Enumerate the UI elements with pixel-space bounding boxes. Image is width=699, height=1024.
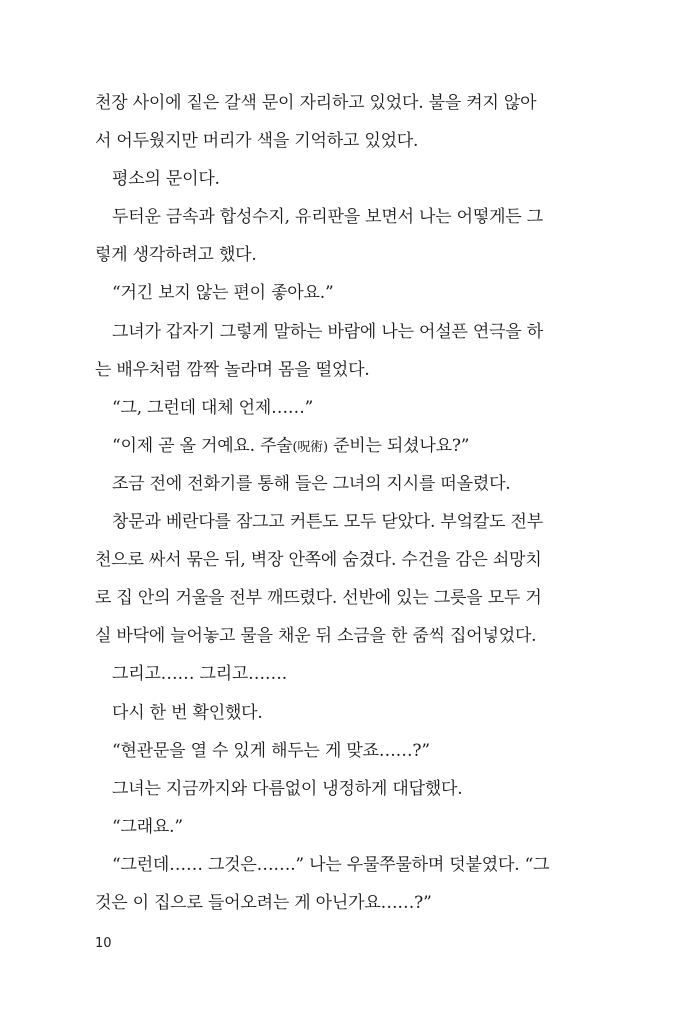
- text-line: 다시 한 번 확인했다.: [112, 702, 263, 723]
- text-line: “그, 그런데 대체 언제……”: [112, 397, 314, 418]
- text-line: 평소의 문이다.: [112, 169, 220, 190]
- text-line: “그런데…… 그것은…….” 나는 우물쭈물하며 덧붙였다. “그: [112, 854, 550, 875]
- text-line: “현관문을 열 수 있게 해두는 게 맞죠……?”: [112, 740, 430, 761]
- text-line: 것은 이 집으로 들어오려는 게 아닌가요……?”: [95, 892, 432, 913]
- text-line: 서 어두웠지만 머리가 색을 기억하고 있었다.: [95, 131, 419, 152]
- text-line: 천장 사이에 짙은 갈색 문이 자리하고 있었다. 불을 켜지 않아: [95, 93, 537, 113]
- text-line: 그녀가 갑자기 그렇게 말하는 바람에 나는 어설픈 연극을 하: [112, 321, 543, 342]
- text-line: “그래요.”: [112, 816, 183, 837]
- hanja-annotation: (呪術): [292, 439, 328, 455]
- body-text: [95, 84, 575, 922]
- text-line: 두터운 금속과 합성수지, 유리판을 보면서 나는 어떻게든 그: [112, 207, 543, 228]
- text-line: 그녀는 지금까지와 다름없이 냉정하게 대답했다.: [112, 778, 463, 799]
- text-segment: “이제 곧 올 거예요. 주술: [112, 435, 293, 456]
- text-line: 로 집 안의 거울을 전부 깨뜨렸다. 선반에 있는 그릇을 모두 거: [95, 588, 542, 609]
- text-segment: 준비는 되셨나요?”: [327, 435, 470, 456]
- text-line: “거긴 보지 않는 편이 좋아요.”: [112, 283, 334, 304]
- text-line: 조금 전에 전화기를 통해 들은 그녀의 지시를 떠올렸다.: [112, 473, 511, 494]
- page-number: 10: [95, 936, 112, 951]
- text-line: 실 바닥에 늘어놓고 물을 채운 뒤 소금을 한 줌씩 집어넣었다.: [95, 626, 537, 647]
- text-line: 는 배우처럼 깜짝 놀라며 몸을 떨었다.: [95, 359, 370, 380]
- text-line: 렇게 생각하려고 했다.: [95, 245, 257, 266]
- text-line: 창문과 베란다를 잠그고 커튼도 모두 닫았다. 부엌칼도 전부: [112, 512, 543, 533]
- text-line: 천으로 싸서 묶은 뒤, 벽장 안쪽에 숨겼다. 수건을 감은 쇠망치: [95, 550, 542, 571]
- text-line: [95, 427, 575, 465]
- text-line: 그리고…… 그리고…….: [112, 664, 287, 685]
